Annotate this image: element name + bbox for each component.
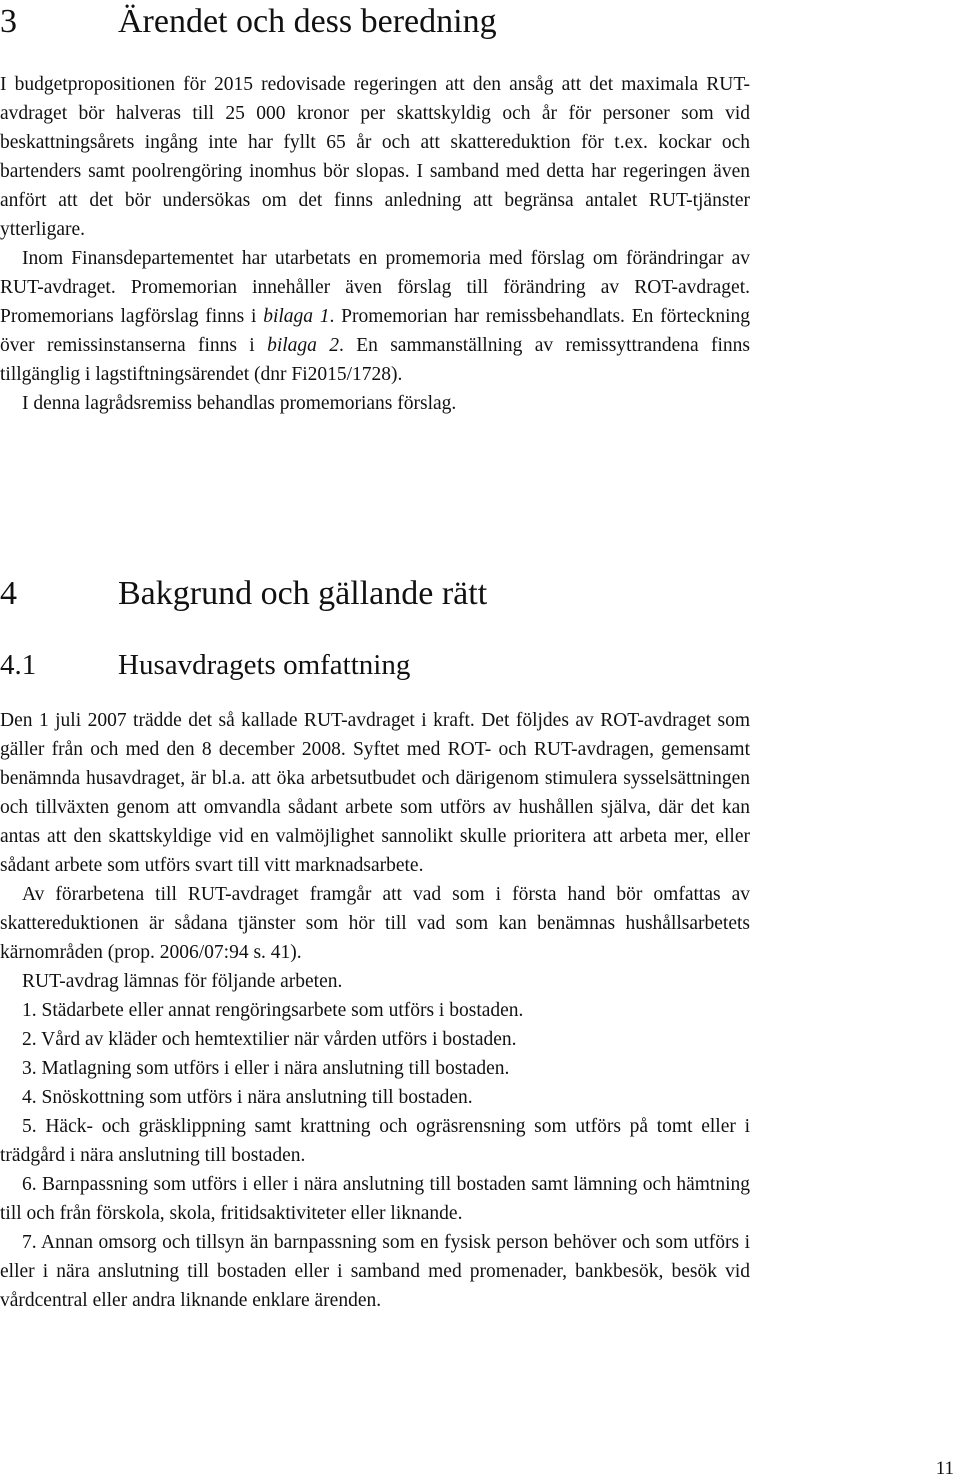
section-4-1-title: Husavdragets omfattning [118,649,411,681]
p2-mid: . Promemorian har remissbehandlats. En förteckning över remissinstanserna finns i [0,306,751,356]
bilaga-1-ref: bilaga 1 [263,306,330,327]
section-3-number: 3 [0,3,17,40]
section-4-1-number: 4.1 [0,649,37,681]
list-item: 5. Häck- och gräsklippning samt krattning och ogräsrensning som utförs på tomt eller i trädgård i nära anslutning till bostaden. [0,1116,750,1166]
section-4-1-paragraph-1: Den 1 juli 2007 trädde det så kallade RUT-avdraget i kraft. Det följdes av ROT-avdraget som gäller från och med den 8 december 2008. Syftet med ROT- och RUT-avdragen, gemensamt benämnda husavdraget, är bl.a. att öka arbetsutbudet och därigenom stimulera sysselsättningen och tillväxten genom att omvandla sådant arbete som utförs av hushållen själva, där det kan antas att den skattskyldige vid en valmöjlighet sannolikt skulle prioritera att arbeta mer, eller sådant arbete som utförs svart till vitt marknadsarbete. [0,710,750,876]
page-number: 11 [935,1458,954,1479]
list-item: 1. Städarbete eller annat rengöringsarbete som utförs i bostaden. [22,1000,524,1021]
p2-end: . En sammanställning av remissyttrandena finns tillgänglig i lagstiftningsärendet (dnr Fi2015/1728). [0,335,750,385]
section-3-paragraph-3: I denna lagrådsremiss behandlas promemorians förslag. [22,393,457,414]
list-item: 6. Barnpassning som utförs i eller i nära anslutning till bostaden samt lämning och hämtning till och från förskola, skola, fritidsaktiviteter eller liknande. [0,1174,750,1224]
section-3-paragraph-1: I budgetpropositionen för 2015 redovisade regeringen att den ansåg att det maximala RUT-avdraget bör halveras till 25 000 kronor per skattskyldig och år för personer som vid beskattningsårets ingång inte har fyllt 65 år och att skattereduktion för t.ex. kockar och bartenders samt poolrengöring inomhus bör slopas. I samband med detta har regeringen även anfört att det bör undersökas om det finns anledning att begränsa antalet RUT-tjänster ytterligare. [0,74,750,240]
section-3-body [0,70,750,418]
p2-start: Inom Finansdepartementet har utarbetats en promemoria med förslag om förändringar av RUT-avdraget. Promemorian innehåller även förslag till förändring av ROT-avdraget. Promemorians lagförslag finns i [0,248,750,327]
list-item: 4. Snöskottning som utförs i nära anslutning till bostaden. [22,1087,473,1108]
bilaga-2-ref: bilaga 2 [267,335,339,356]
rut-work-list [0,996,750,1315]
section-3-title: Ärendet och dess beredning [118,3,497,40]
section-4-1-paragraph-3: RUT-avdrag lämnas för följande arbeten. [22,971,343,992]
section-4-number: 4 [0,575,17,612]
section-4-title: Bakgrund och gällande rätt [118,575,488,612]
list-item: 7. Annan omsorg och tillsyn än barnpassning som en fysisk person behöver och som utförs i eller i nära anslutning till bostaden eller i samband med promenader, bankbesök, besök vid vårdcentral eller andra liknande enklare ärenden. [0,1232,750,1311]
section-3-paragraph-2 [0,244,750,389]
section-4-1-paragraph-2: Av förarbetena till RUT-avdraget framgår att vad som i första hand bör omfattas av skattereduktionen är sådana tjänster som hör till vad som kan benämnas hushållsarbetets kärnområden (prop. 2006/07:94 s. 41). [0,884,750,963]
list-item: 2. Vård av kläder och hemtextilier när vården utförs i bostaden. [22,1029,517,1050]
section-4-1-body [0,706,750,1315]
list-item: 3. Matlagning som utförs i eller i nära anslutning till bostaden. [22,1058,510,1079]
